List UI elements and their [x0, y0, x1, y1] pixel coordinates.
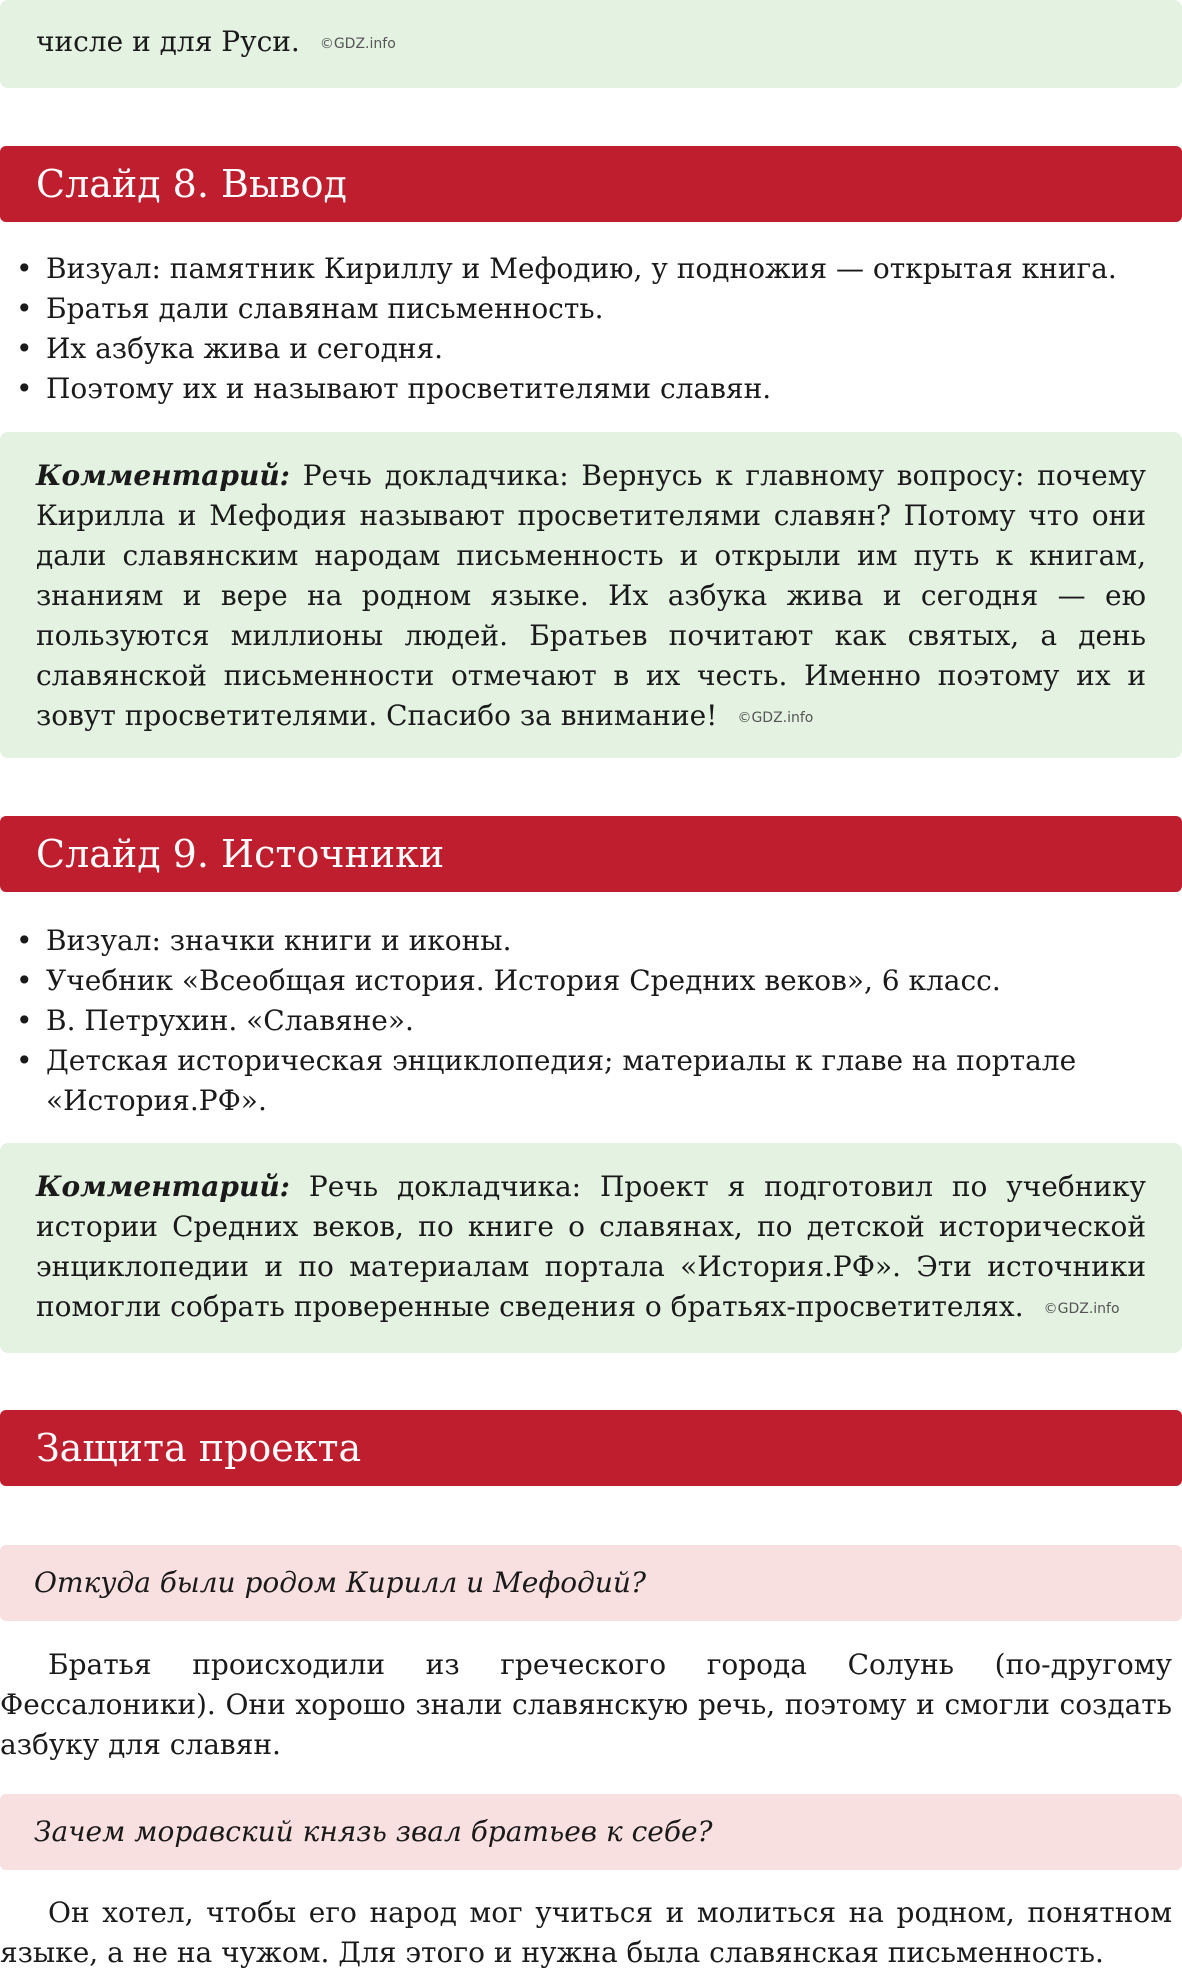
list-item: • В. Петрухин. «Славяне».: [16, 1004, 414, 1037]
watermark: ©GDZ.info: [319, 35, 396, 52]
comment-label: Комментарий:: [36, 1170, 291, 1203]
slide9-comment: [36, 1167, 1146, 1329]
slide9-comment-box: [0, 1143, 1182, 1353]
answer-paragraph: [0, 1893, 1172, 1973]
list-item: • Визуал: значки книги и иконы.: [16, 924, 512, 957]
slide8-comment: [36, 456, 1146, 738]
list-item: • Детская историческая энциклопедия; материалы к главе на портале «История.РФ».: [16, 1044, 1077, 1117]
comment-label: Комментарий:: [36, 459, 291, 492]
list-item: • Их азбука жива и сегодня.: [16, 332, 444, 365]
list-item: • Визуал: памятник Кириллу и Мефодию, у подножия — открытая книга.: [16, 252, 1117, 285]
slide8-header: [0, 146, 1182, 222]
slide8-title: Слайд 8. Вывод: [36, 162, 347, 206]
answer-paragraph: [0, 1645, 1172, 1765]
comment-text: Речь докладчика: Проект я подготовил по учебнику истории Средних веков, по книге о славянах, по детской исторической энциклопедии и по материалам портала «История.РФ». Эти источники помогли собрать проверенные сведения о братьях-просветителях.: [36, 1170, 1146, 1323]
slide9-header: [0, 816, 1182, 892]
question-text: Откуда были родом Кирилл и Мефодий?: [34, 1566, 646, 1599]
previous-comment-box: [0, 0, 1182, 88]
slide8-bullet-list: [12, 249, 1172, 409]
answer-text: Братья происходили из греческого города Солунь (по-другому Фессалоники). Они хорошо знали славянскую речь, поэтому и смогли создать азбуку для славян.: [0, 1648, 1172, 1761]
list-item: • Поэтому их и называют просветителями славян.: [16, 372, 772, 405]
question-box: [0, 1545, 1182, 1621]
list-item: • Братья дали славянам письменность.: [16, 292, 604, 325]
slide9-title: Слайд 9. Источники: [36, 832, 445, 876]
defense-title: Защита проекта: [36, 1426, 362, 1470]
previous-comment-tail: числе и для Руси.: [36, 25, 300, 58]
defense-header: [0, 1410, 1182, 1486]
watermark: ©GDZ.info: [1043, 1300, 1120, 1317]
question-text: Зачем моравский князь звал братьев к себе?: [34, 1815, 713, 1848]
list-item: • Учебник «Всеобщая история. История Средних веков», 6 класс.: [16, 964, 1001, 997]
question-box: [0, 1794, 1182, 1870]
slide8-comment-box: [0, 432, 1182, 758]
answer-text: Он хотел, чтобы его народ мог учиться и молиться на родном, понятном языке, а не на чужом. Для этого и нужна была славянская письменность.: [0, 1896, 1172, 1969]
watermark: ©GDZ.info: [737, 709, 814, 726]
slide9-bullet-list: [12, 921, 1172, 1121]
comment-text: Речь докладчика: Вернусь к главному вопросу: почему Кирилла и Мефодия называют просветителями славян? Потому что они дали славянским народам письменность и открыли им путь к книгам, знаниям и вере на родном языке. Их азбука жива и сегодня — ею пользуются миллионы людей. Братьев почитают как святых, а день славянской письменности отмечают в их честь. Именно поэтому их и зовут просветителями. Спасибо за внимание!: [36, 459, 1146, 732]
